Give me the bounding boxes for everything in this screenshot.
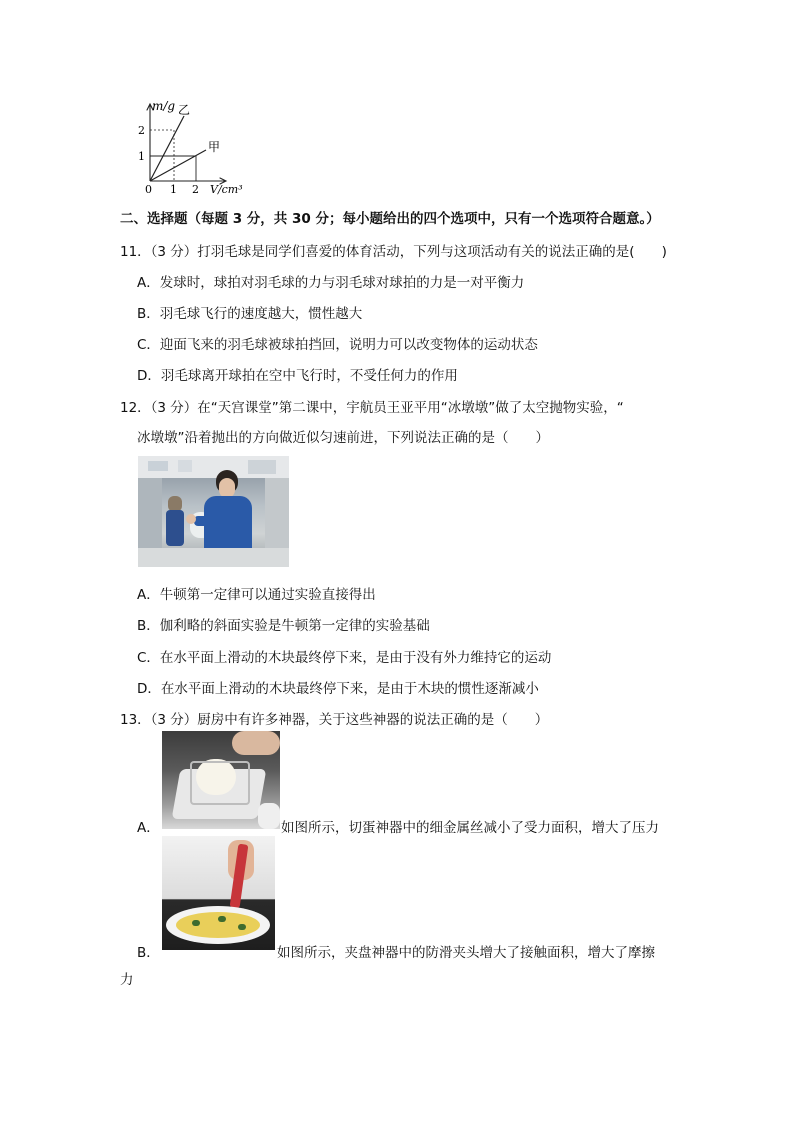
y-axis-label: m/g	[152, 99, 176, 113]
space-station-photo	[138, 456, 289, 567]
label-yi: 乙	[178, 103, 191, 117]
y-tick-1: 1	[138, 150, 145, 163]
x-tick-1: 1	[170, 183, 177, 196]
origin-label: 0	[145, 183, 152, 196]
q12-option-b: B．伽利略的斜面实验是牛顿第一定律的实验基础	[137, 618, 430, 634]
label-jia: 甲	[208, 140, 221, 154]
egg-slicer-photo	[162, 731, 280, 829]
q12-option-a: A．牛顿第一定律可以通过实验直接得出	[137, 587, 376, 603]
q13-option-a-letter: A．	[137, 820, 160, 836]
q11-option-d: D．羽毛球离开球拍在空中飞行时，不受任何力的作用	[137, 368, 458, 384]
q11-option-c: C．迎面飞来的羽毛球被球拍挡回，说明力可以改变物体的运动状态	[137, 337, 538, 353]
q13-option-b-letter: B．	[137, 945, 160, 961]
q13-option-a-text: 如图所示，切蛋神器中的细金属丝减小了受力面积，增大了压力	[281, 820, 659, 836]
q11-stem: 11．（3 分）打羽毛球是同学们喜爱的体育活动，下列与这项活动有关的说法正确的是( )	[120, 244, 667, 260]
q12-stem-line1: 12．（3 分）在“天宫课堂”第二课中，宇航员王亚平用“冰墩墩”做了太空抛物实验，“	[120, 400, 624, 416]
section-heading: 二、选择题（每题 3 分，共 30 分；每小题给出的四个选项中，只有一个选项符合题意。）	[120, 211, 660, 227]
plate-clip-photo	[162, 836, 275, 950]
q13-stem: 13．（3 分）厨房中有许多神器，关于这些神器的说法正确的是（ ）	[120, 712, 549, 728]
y-tick-2: 2	[138, 124, 145, 137]
q11-option-a: A．发球时，球拍对羽毛球的力与羽毛球对球拍的力是一对平衡力	[137, 275, 525, 291]
q12-option-d: D．在水平面上滑动的木块最终停下来，是由于木块的惯性逐渐减小	[137, 681, 539, 697]
q12-stem-line2: 冰墩墩”沿着抛出的方向做近似匀速前进，下列说法正确的是（ ）	[137, 430, 549, 446]
q12-option-c: C．在水平面上滑动的木块最终停下来，是由于没有外力维持它的运动	[137, 650, 552, 666]
q11-option-b: B．羽毛球飞行的速度越大，惯性越大	[137, 306, 363, 322]
x-tick-2: 2	[192, 183, 199, 196]
mass-volume-graph	[136, 96, 258, 198]
q13-option-b-text: 如图所示，夹盘神器中的防滑夹头增大了接触面积，增大了摩擦	[277, 945, 655, 961]
x-axis-label: V/cm³	[210, 183, 243, 196]
q13-option-b-wrap: 力	[120, 972, 134, 988]
